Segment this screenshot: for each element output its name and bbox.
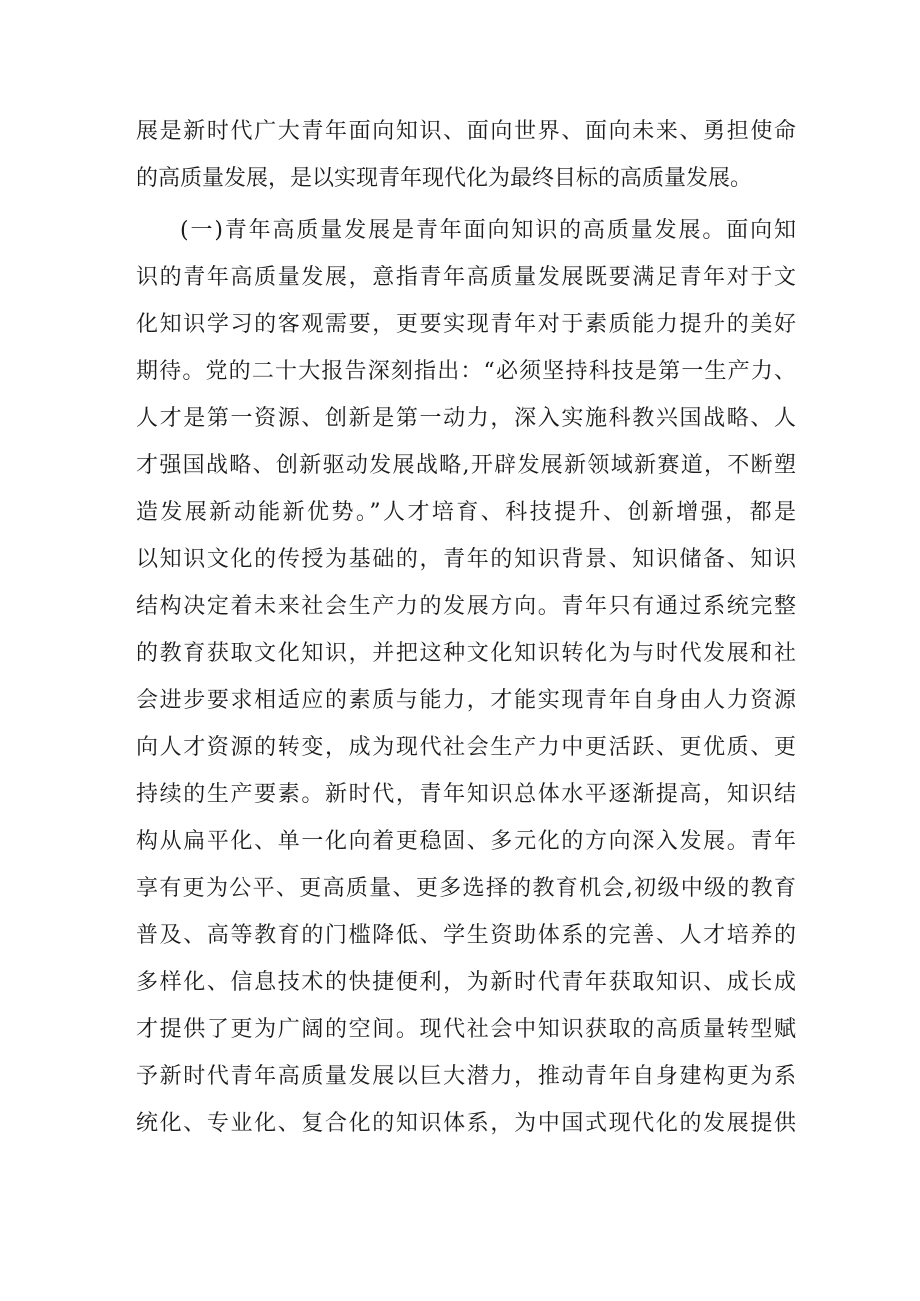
text-line: 予新时代青年高质量发展以巨大潜力，推动青年自身建构更为系 xyxy=(136,1064,796,1089)
text-line: 统化、专业化、复合化的知识体系，为中国式现代化的发展提供 xyxy=(136,1111,796,1136)
text-line: 向人才资源的转变，成为现代社会生产力中更活跃、更优质、更 xyxy=(136,735,796,760)
intro-paragraph xyxy=(136,108,796,202)
text-line: 展是新时代广大青年面向知识、面向世界、面向未来、勇担使命 xyxy=(136,119,796,144)
text-line: 化知识学习的客观需要，更要实现青年对于素质能力提升的美好 xyxy=(136,312,796,337)
text-line: 的高质量发展，是以实现青年现代化为最终目标的高质量发展。 xyxy=(136,166,753,191)
text-line: 构从扁平化、单一化向着更稳固、多元化的方向深入发展。青年 xyxy=(136,829,796,854)
text-line: 人才是第一资源、创新是第一动力，深入实施科教兴国战略、人 xyxy=(136,406,796,431)
text-line: 识的青年高质量发展，意指青年高质量发展既要满足青年对于文 xyxy=(136,265,796,290)
text-line: 的教育获取文化知识，并把这种文化知识转化为与时代发展和社 xyxy=(136,641,796,666)
text-line: 会进步要求相适应的素质与能力，才能实现青年自身由人力资源 xyxy=(136,688,796,713)
text-line: 持续的生产要素。新时代，青年知识总体水平逐渐提高，知识结 xyxy=(136,782,796,807)
text-line: 享有更为公平、更高质量、更多选择的教育机会,初级中级的教育 xyxy=(136,876,796,901)
text-line: 期待。党的二十大报告深刻指出：“必须坚持科技是第一生产力、 xyxy=(136,359,796,384)
section-heading-line: (一)青年高质量发展是青年面向知识的高质量发展。面向知 xyxy=(180,218,796,243)
section-one-paragraph xyxy=(136,207,796,1147)
text-line: 多样化、信息技术的快捷便利，为新时代青年获取知识、成长成 xyxy=(136,970,796,995)
text-line: 普及、高等教育的门槛降低、学生资助体系的完善、人才培养的 xyxy=(136,923,796,948)
text-line: 结构决定着未来社会生产力的发展方向。青年只有通过系统完整 xyxy=(136,594,796,619)
text-line: 才强国战略、创新驱动发展战略,开辟发展新领域新赛道，不断塑 xyxy=(136,453,796,478)
text-line: 以知识文化的传授为基础的，青年的知识背景、知识储备、知识 xyxy=(136,547,796,572)
text-line: 造发展新动能新优势。”人才培育、科技提升、创新增强，都是 xyxy=(136,500,796,525)
body-text xyxy=(136,108,796,1147)
text-line: 才提供了更为广阔的空间。现代社会中知识获取的高质量转型赋 xyxy=(136,1017,796,1042)
